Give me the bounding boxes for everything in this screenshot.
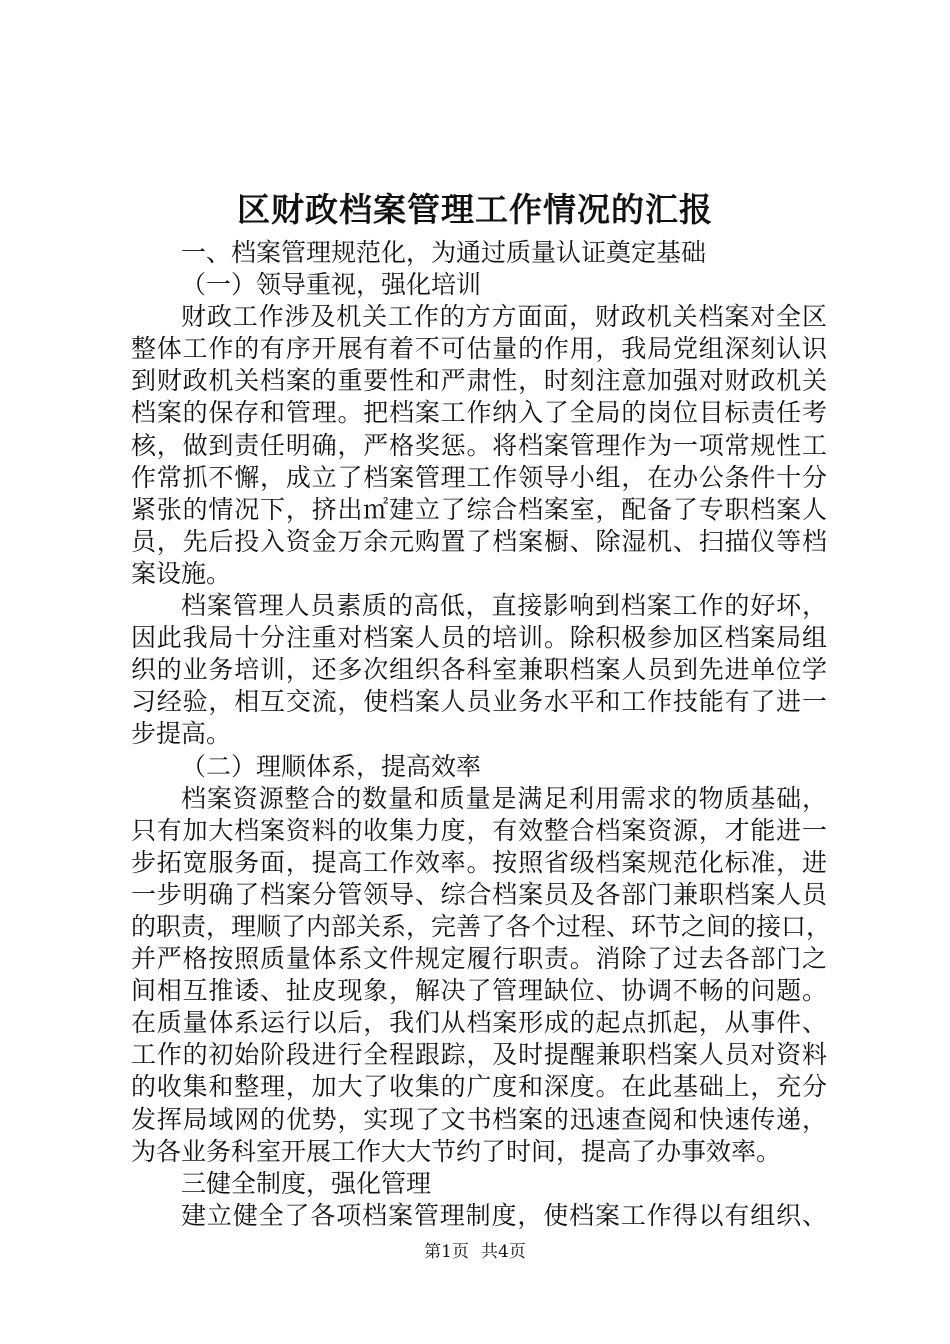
paragraph-line: 档案的保存和管理。把档案工作纳入了全局的岗位目标责任考 (131, 398, 827, 428)
page-total: 共4页 (481, 1242, 526, 1262)
paragraph-line: 一步明确了档案分管领导、综合档案员及各部门兼职档案人员 (131, 879, 827, 909)
paragraph-line: 员，先后投入资金万余元购置了档案橱、除湿机、扫描仪等档 (131, 526, 827, 556)
paragraph-line: 核，做到责任明确，严格奖惩。将档案管理作为一项常规性工 (131, 430, 827, 460)
paragraph-line: 建立健全了各项档案管理制度，使档案工作得以有组织、 (181, 1200, 827, 1230)
subsection-heading: （二）理顺体系，提高效率 (181, 751, 482, 781)
paragraph-line: 步拓宽服务面，提高工作效率。按照省级档案规范化标准，进 (131, 847, 827, 877)
subsection-heading: 三健全制度，强化管理 (181, 1168, 432, 1198)
paragraph-line: 的职责，理顺了内部关系，完善了各个过程、环节之间的接口， (131, 911, 832, 941)
paragraph-line: 作常抓不懈，成立了档案管理工作领导小组，在办公条件十分 (131, 462, 827, 492)
paragraph-line: 只有加大档案资料的收集力度，有效整合档案资源，才能进一 (131, 815, 827, 845)
paragraph-line: 档案资源整合的数量和质量是满足利用需求的物质基础， (181, 783, 827, 813)
paragraph-line: 紧张的情况下，挤出㎡建立了综合档案室，配备了专职档案人 (131, 494, 827, 524)
document-body (131, 237, 832, 1232)
paragraph-line: 习经验，相互交流，使档案人员业务水平和工作技能有了进一 (131, 687, 827, 717)
section-heading: 一、档案管理规范化，为通过质量认证奠定基础 (181, 238, 707, 267)
page-footer (0, 1240, 950, 1264)
paragraph-line: 财政工作涉及机关工作的方方面面，财政机关档案对全区 (181, 302, 827, 332)
paragraph-line: 在质量体系运行以后，我们从档案形成的起点抓起，从事件、 (131, 1008, 827, 1038)
paragraph-line: 案设施。 (131, 558, 232, 588)
subsection-heading: （一）领导重视，强化培训 (181, 270, 482, 300)
paragraph-line: 并严格按照质量体系文件规定履行职责。消除了过去各部门之 (131, 944, 827, 974)
paragraph-line: 步提高。 (131, 719, 232, 749)
paragraph-line: 档案管理人员素质的高低，直接影响到档案工作的好坏， (181, 591, 827, 621)
paragraph-line: 发挥局域网的优势，实现了文书档案的迅速查阅和快速传递， (131, 1104, 827, 1134)
paragraph-line: 到财政机关档案的重要性和严肃性，时刻注意加强对财政机关 (131, 366, 827, 396)
document-title: 区财政档案管理工作情况的汇报 (237, 190, 713, 229)
paragraph-line: 为各业务科室开展工作大大节约了时间，提高了办事效率。 (131, 1136, 782, 1166)
paragraph-line: 的收集和整理，加大了收集的广度和深度。在此基础上，充分 (131, 1072, 827, 1102)
paragraph-line: 工作的初始阶段进行全程跟踪，及时提醒兼职档案人员对资料 (131, 1040, 827, 1070)
paragraph-line: 间相互推诿、扯皮现象，解决了管理缺位、协调不畅的问题。 (131, 976, 827, 1006)
paragraph-line: 整体工作的有序开展有着不可估量的作用，我局党组深刻认识 (131, 334, 827, 364)
paragraph-line: 因此我局十分注重对档案人员的培训。除积极参加区档案局组 (131, 623, 827, 653)
paragraph-line: 织的业务培训，还多次组织各科室兼职档案人员到先进单位学 (131, 655, 827, 685)
page-number: 第1页 (424, 1242, 469, 1262)
